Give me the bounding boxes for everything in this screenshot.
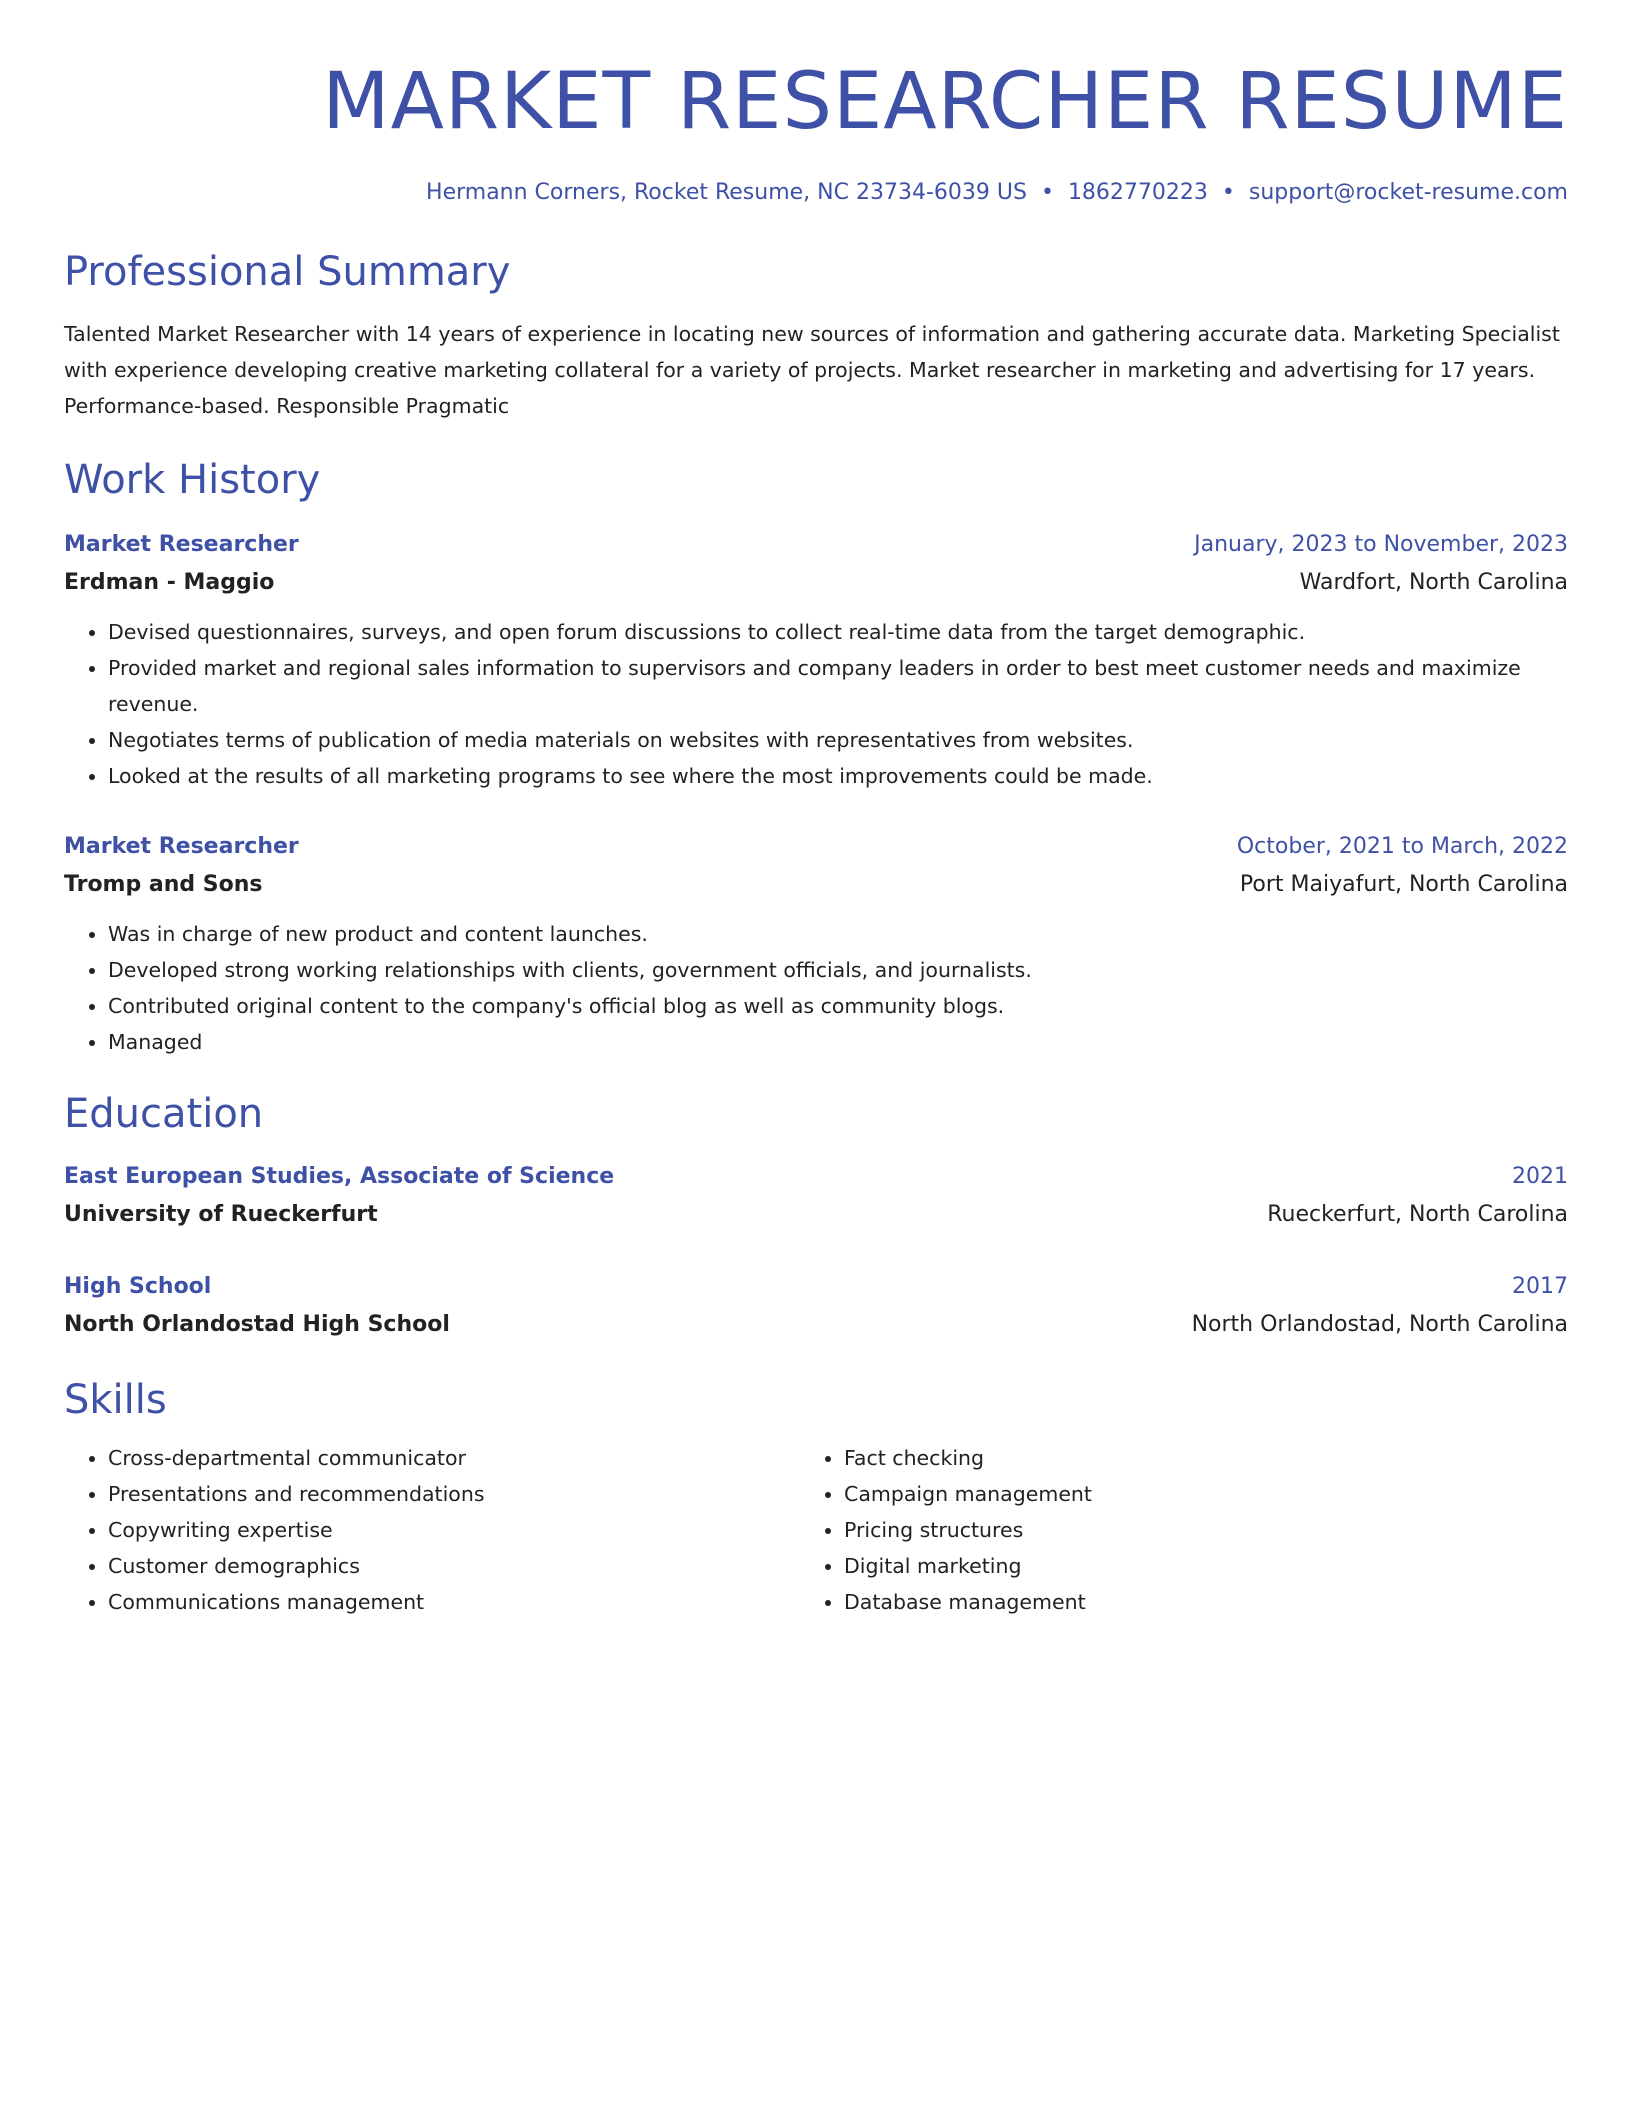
education-entry: [64, 1158, 1568, 1234]
contact-separator: •: [1040, 180, 1054, 205]
job-bullet: • Devised questionnaires, surveys, and open forum discussions to collect real-time data from the target demographic.: [108, 614, 1568, 650]
contact-phone: 1862770223: [1067, 180, 1208, 205]
job-dates: October, 2021 to March, 2022: [1236, 834, 1568, 859]
education-year: 2017: [1512, 1274, 1568, 1299]
skill-item: • Digital marketing: [844, 1548, 1536, 1584]
job-bullet: • Looked at the results of all marketing programs to see where the most improvements could be made.: [108, 758, 1568, 794]
skills-heading: Skills: [64, 1377, 167, 1423]
education-degree: East European Studies, Associate of Science: [64, 1164, 615, 1189]
job-bullets: [64, 916, 1568, 1060]
job-company-row: [64, 866, 1568, 904]
job-bullet: • Negotiates terms of publication of media materials on websites with representatives from websites.: [108, 722, 1568, 758]
job-dates: January, 2023 to November, 2023: [1194, 532, 1568, 557]
job-company-row: [64, 564, 1568, 602]
education-school: North Orlandostad High School: [64, 1312, 450, 1337]
job-entry: [64, 526, 1568, 794]
education-degree-row: [64, 1158, 1568, 1196]
contact-separator: •: [1221, 180, 1235, 205]
skill-item: • Database management: [844, 1584, 1536, 1620]
job-bullet: • Developed strong working relationships with clients, government officials, and journalists.: [108, 952, 1568, 988]
skill-item: • Fact checking: [844, 1440, 1536, 1476]
job-location: Wardfort, North Carolina: [1299, 570, 1568, 595]
skill-item: • Campaign management: [844, 1476, 1536, 1512]
skills-column-left: [64, 1440, 800, 1620]
education-location: North Orlandostad, North Carolina: [1191, 1312, 1568, 1337]
resume-title: MARKET RESEARCHER RESUME: [322, 57, 1568, 147]
job-bullet: • Provided market and regional sales information to supervisors and company leaders in order to best meet customer needs and maximize revenue.: [108, 650, 1568, 722]
education-heading: Education: [64, 1091, 264, 1137]
job-location: Port Maiyafurt, North Carolina: [1239, 872, 1568, 897]
education-school: University of Rueckerfurt: [64, 1202, 378, 1227]
contact-email[interactable]: support@rocket-resume.com: [1248, 180, 1568, 205]
education-school-row: [64, 1196, 1568, 1234]
education-year: 2021: [1512, 1164, 1568, 1189]
skills-list: [800, 1440, 1536, 1620]
job-company: Tromp and Sons: [64, 872, 263, 897]
skill-item: • Cross-departmental communicator: [108, 1440, 800, 1476]
job-entry: [64, 828, 1568, 1060]
skill-item: • Communications management: [108, 1584, 800, 1620]
education-degree-row: [64, 1268, 1568, 1306]
summary-heading: Professional Summary: [64, 249, 511, 295]
skills-grid: [64, 1440, 1568, 1620]
job-title-row: [64, 828, 1568, 866]
job-title: Market Researcher: [64, 834, 299, 859]
job-bullets: [64, 614, 1568, 794]
job-title-row: [64, 526, 1568, 564]
job-bullet: • Was in charge of new product and content launches.: [108, 916, 1568, 952]
job-bullet: • Managed: [108, 1024, 1568, 1060]
work-history-heading: Work History: [64, 457, 321, 503]
education-location: Rueckerfurt, North Carolina: [1267, 1202, 1568, 1227]
skills-column-right: [800, 1440, 1536, 1620]
job-title: Market Researcher: [64, 532, 299, 557]
education-degree: High School: [64, 1274, 212, 1299]
contact-line: [64, 178, 1568, 208]
skill-item: • Copywriting expertise: [108, 1512, 800, 1548]
summary-text: Talented Market Researcher with 14 years of experience in locating new sources of information and gathering accurate data. Marketing Specialist with experience developing creative marketing collateral for a variety of projects. Market researcher in marketing and advertising for 17 years. Performance-based. Responsible Pragmatic: [64, 322, 1560, 418]
education-school-row: [64, 1306, 1568, 1344]
skill-item: • Pricing structures: [844, 1512, 1536, 1548]
job-company: Erdman - Maggio: [64, 570, 275, 595]
skills-list: [64, 1440, 800, 1620]
skill-item: • Presentations and recommendations: [108, 1476, 800, 1512]
job-bullet: • Contributed original content to the company's official blog as well as community blogs.: [108, 988, 1568, 1024]
contact-address: Hermann Corners, Rocket Resume, NC 23734-6039 US: [426, 180, 1027, 205]
education-entry: [64, 1268, 1568, 1344]
skill-item: • Customer demographics: [108, 1548, 800, 1584]
